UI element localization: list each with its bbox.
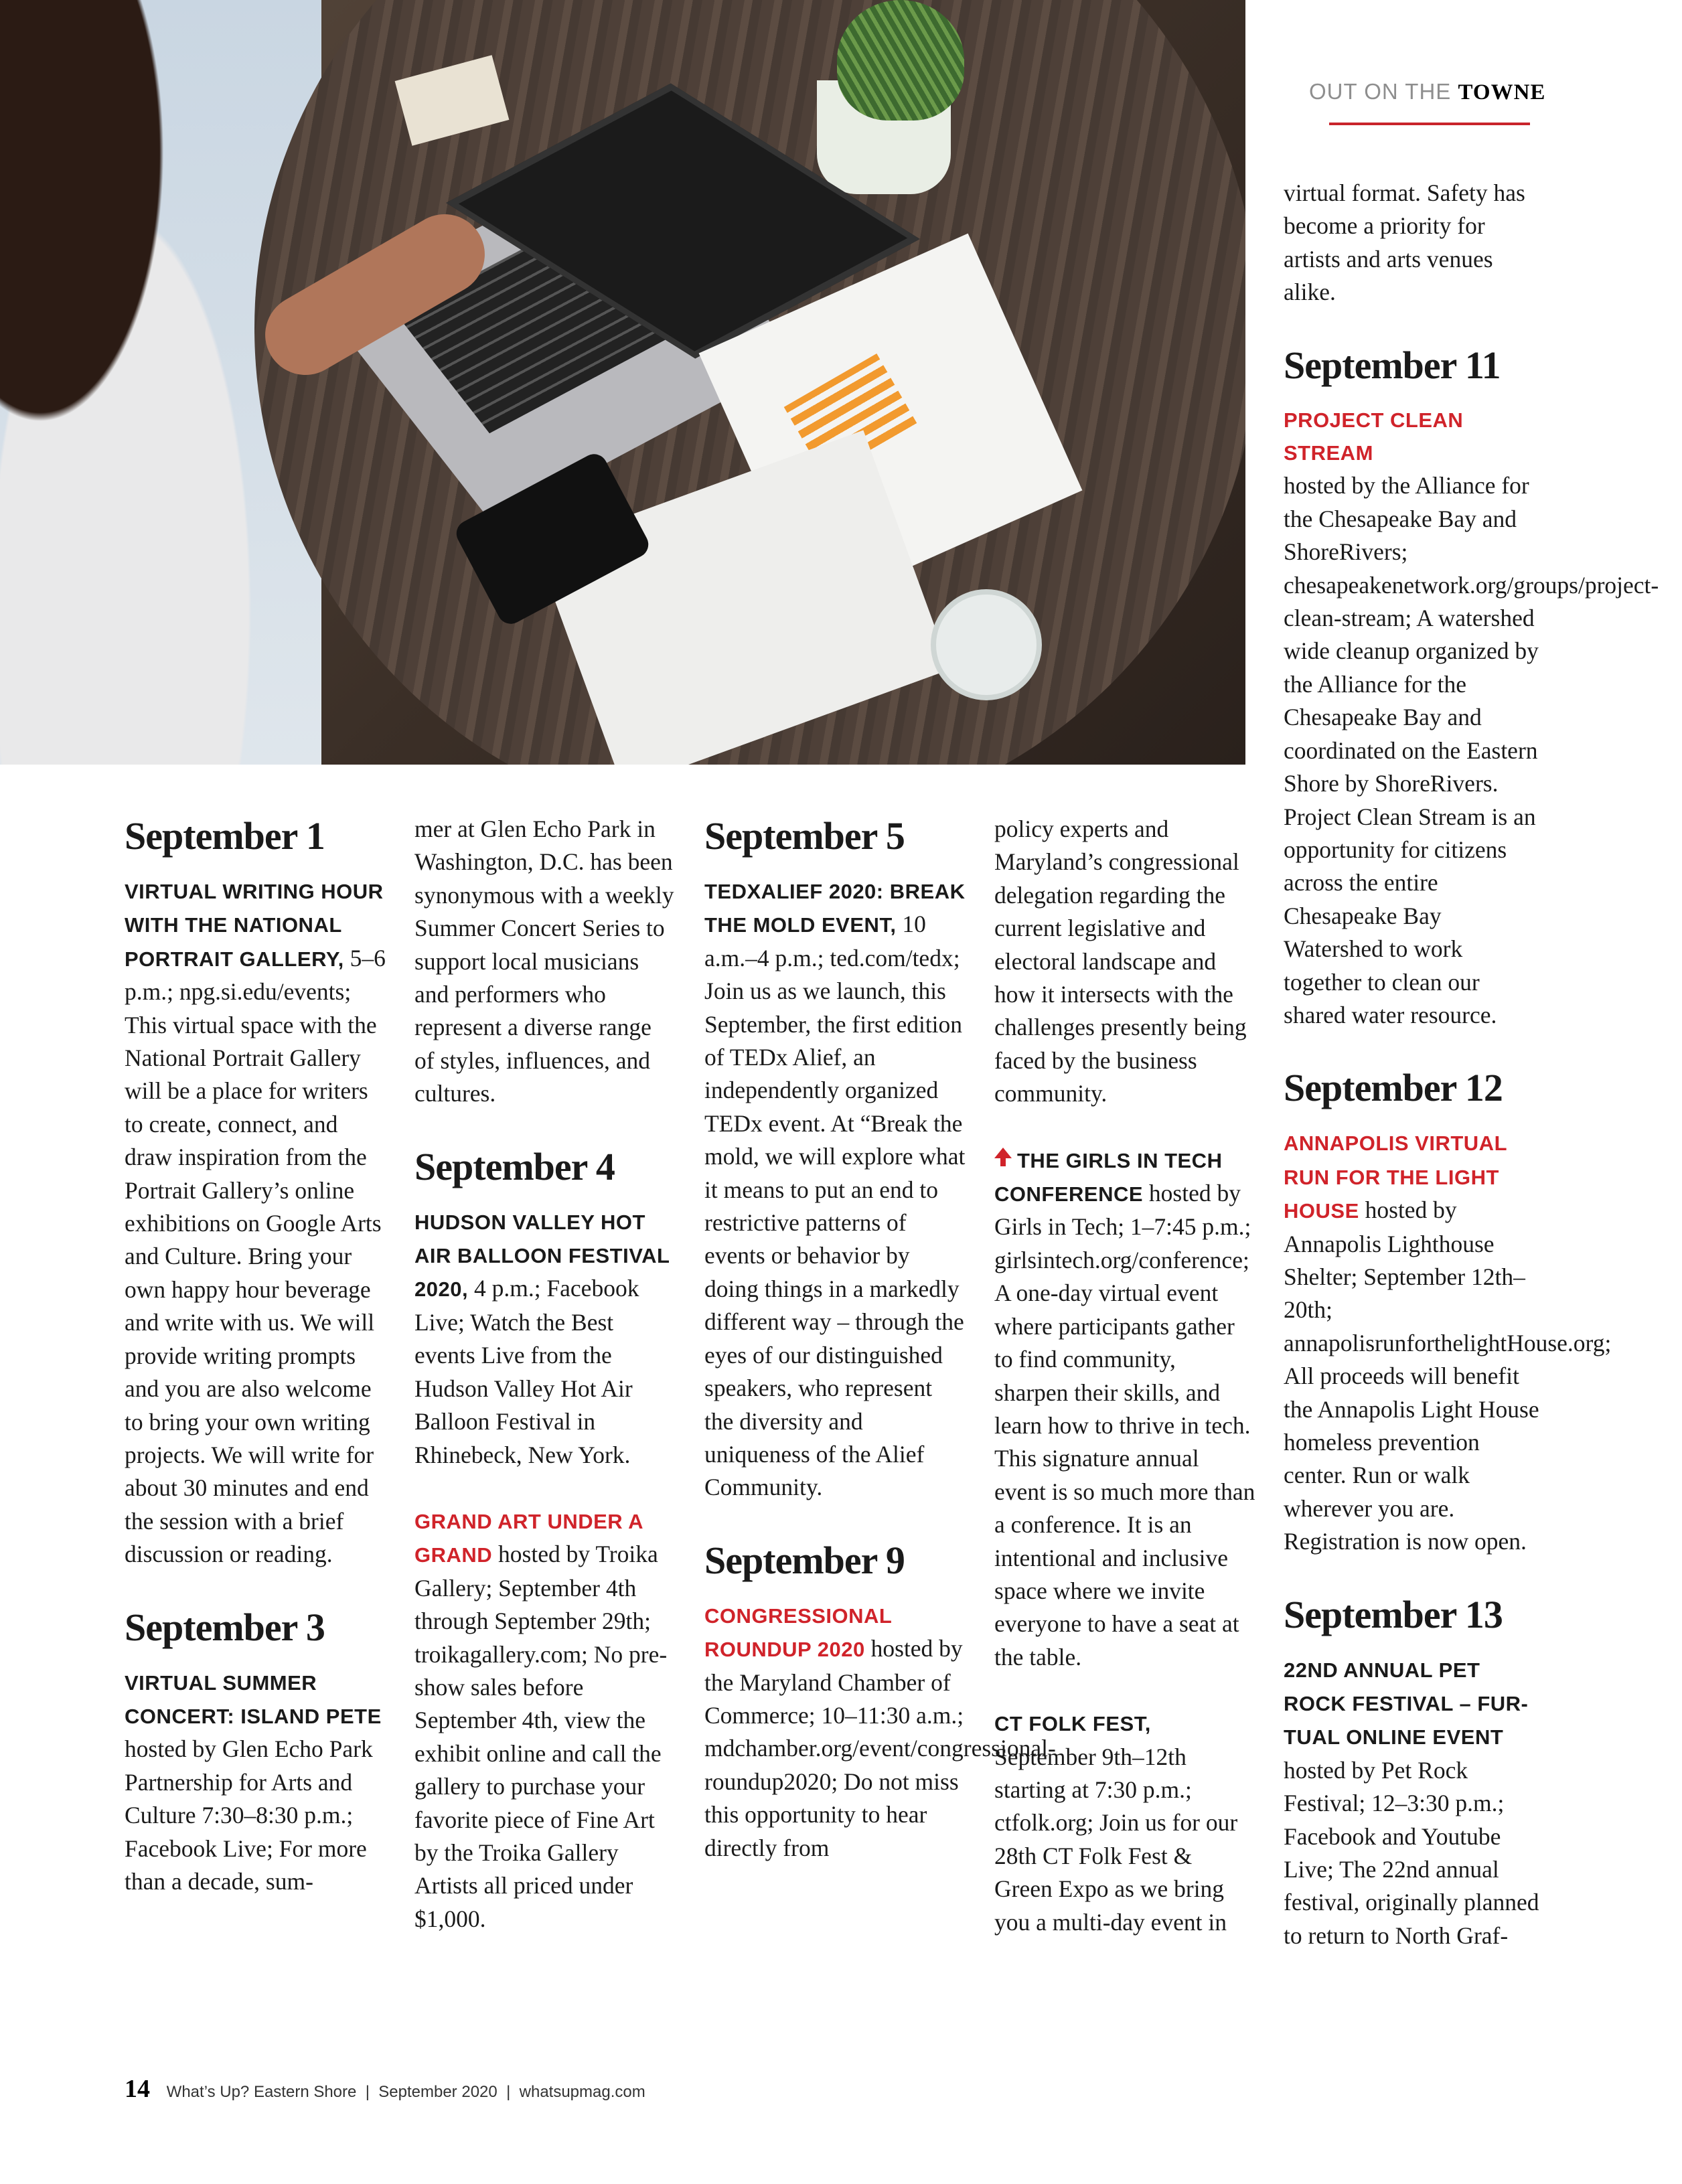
event-entry (994, 1144, 1255, 1674)
event-title: VIRTUAL WRITING HOUR WITH THE NATIONAL PORTRAIT GALLERY, (125, 880, 384, 971)
continued-text: mer at Glen Echo Park in Washington, D.C. has been synonymous with a weekly Summer Concert Series to support local musicians and performers who represent a diverse range of styles, influences, and cultures. (414, 815, 674, 1107)
section-header-light: OUT ON THE (1309, 79, 1452, 104)
page-footer (125, 2074, 645, 2104)
event-body: hosted by the Alliance for the Chesapeake Bay and ShoreRivers; chesapeakenetwork.org/groups/project-clean-stream; A watershed wide cleanup organized by the Alliance for the Chesapeake Bay and coordinated on the Eastern Shore by ShoreRivers. Project Clean Stream is an opportunity for citizens across the entire Chesapeake Bay Watershed to work together to clean our shared water resource. (1284, 472, 1659, 1028)
page-number: 14 (125, 2075, 150, 2103)
event-body: hosted by Annapolis Lighthouse Shelter; September 12th–20th; annapolisrunforthelightHouse.org; All proceeds will benefit the Annapolis Light House homeless prevention center. Run or walk wherever you are. Registration is now open. (1284, 1196, 1612, 1555)
event-entry (125, 1666, 386, 1899)
event-entry (994, 1707, 1255, 1939)
event-body: hosted by Girls in Tech; 1–7:45 p.m.; girlsintech.org/conference; A one-day virtual event where participants gather to find community, sharpen their skills, and learn how to thrive in tech. This signature annual event is so much more than a conference. It is an intentional and inclusive space where we invite everyone to have a seat at the table. (994, 1180, 1255, 1670)
column-5 (1284, 177, 1659, 1985)
section-header (1309, 79, 1545, 105)
hero-photo (0, 0, 1245, 765)
event-entry (125, 874, 386, 1571)
arrow-up-icon (994, 1148, 1012, 1158)
footer-text: What’s Up? Eastern Shore | September 2020 | whatsupmag.com (166, 2083, 645, 2101)
event-entry (414, 1205, 676, 1472)
date-heading: September 11 (1284, 343, 1501, 387)
event-entry (414, 1504, 676, 1936)
column-4 (994, 813, 1255, 1972)
event-body: September 9th–12th starting at 7:30 p.m.; ctfolk.org; Join us for our 28th CT Folk Fest & Green Expo as we bring you a multi-day event in (994, 1743, 1238, 1936)
section-header-bold: TOWNE (1458, 80, 1546, 104)
photo-cactus (837, 0, 964, 121)
date-heading: September 1 (125, 814, 325, 858)
column-1 (125, 813, 386, 1931)
date-heading: September 4 (414, 1144, 615, 1188)
event-body: 10 a.m.–4 p.m.; ted.com/tedx; Join us as we launch, this September, the first edition of TEDx Alief, an independently organized TEDx event. At “Break the mold, we will explore what it means to put an end to restrictive patterns of events or behavior by doing things in a markedly different way – through the eyes of our distinguished speakers, who represent the diversity and uniqueness of the Alief Community. (704, 911, 966, 1501)
continued-text: virtual format. Safety has become a priority for artists and arts venues alike. (1284, 179, 1525, 306)
event-entry (1284, 404, 1659, 1032)
event-body: hosted by Pet Rock Festival; 12–3:30 p.m.; Facebook and Youtube Live; The 22nd annual festival, originally planned to return to North Graf- (1284, 1756, 1539, 1949)
event-title: ANNAPOLIS VIRTUAL RUN FOR THE LIGHT HOUSE (1284, 1132, 1507, 1223)
header-rule (1329, 123, 1530, 125)
event-body: hosted by Troika Gallery; September 4th through September 29th; troikagallery.com; No pre-show sales before September 4th, view the exhibit online and call the gallery to purchase your favorite piece of Fine Art by the Troika Gallery Artists all priced under $1,000. (414, 1541, 668, 1932)
continued-text: policy experts and Maryland’s congressional delegation regarding the current legislative and electoral landscape and how it intersects with the challenges presently being faced by the business community. (994, 815, 1247, 1107)
event-title: PROJECT CLEAN STREAM (1284, 408, 1464, 465)
event-title: THE GIRLS IN TECH CONFERENCE (994, 1148, 1223, 1206)
event-title: CONGRESSIONAL ROUNDUP 2020 (704, 1604, 892, 1662)
event-title: HUDSON VALLEY HOT AIR BALLOON FESTIVAL 2020, (414, 1210, 670, 1302)
event-title: GRAND ART UNDER A GRAND (414, 1509, 643, 1567)
event-title: 22ND ANNUAL PET ROCK FESTIVAL – FUR-TUAL ONLINE EVENT (1284, 1658, 1529, 1749)
event-body: 5–6 p.m.; npg.si.edu/events; This virtual space with the National Portrait Gallery will be a place for writers to create, connect, and draw inspiration from the Portrait Gallery’s online exhibitions on Google Arts and Culture. Bring your own happy hour beverage and write with us. We will provide writing prompts and you are also welcome to bring your own writing projects. We will write for about 30 minutes and end the session with a brief discussion or reading. (125, 944, 386, 1568)
date-heading: September 5 (704, 814, 905, 858)
date-heading: September 3 (125, 1605, 325, 1649)
event-entry (1284, 1653, 1545, 1953)
event-body: hosted by the Maryland Chamber of Commerce; 10–11:30 a.m.; mdchamber.org/event/congressional-roundup2020; Do not miss this opportunity to hear directly from (704, 1635, 1056, 1861)
event-entry (704, 1599, 1056, 1865)
event-title: TEDXALIEF 2020: BREAK THE MOLD EVENT, (704, 880, 966, 937)
photo-mug (931, 589, 1042, 700)
date-heading: September 12 (1284, 1066, 1503, 1110)
event-body: 4 p.m.; Facebook Live; Watch the Best events Live from the Hudson Valley Hot Air Balloon Festival in Rhinebeck, New York. (414, 1275, 639, 1468)
event-entry (1284, 1126, 1612, 1558)
event-body: hosted by Glen Echo Park Partnership for Arts and Culture 7:30–8:30 p.m.; Facebook Live; For more than a decade, sum- (125, 1735, 373, 1895)
date-heading: September 13 (1284, 1592, 1503, 1636)
date-heading: September 9 (704, 1538, 905, 1582)
event-entry (704, 874, 966, 1504)
event-title: VIRTUAL SUMMER CONCERT: ISLAND PETE (125, 1670, 382, 1728)
column-2 (414, 813, 676, 1968)
event-title: CT FOLK FEST, (994, 1712, 1151, 1736)
column-3 (704, 813, 1056, 1897)
